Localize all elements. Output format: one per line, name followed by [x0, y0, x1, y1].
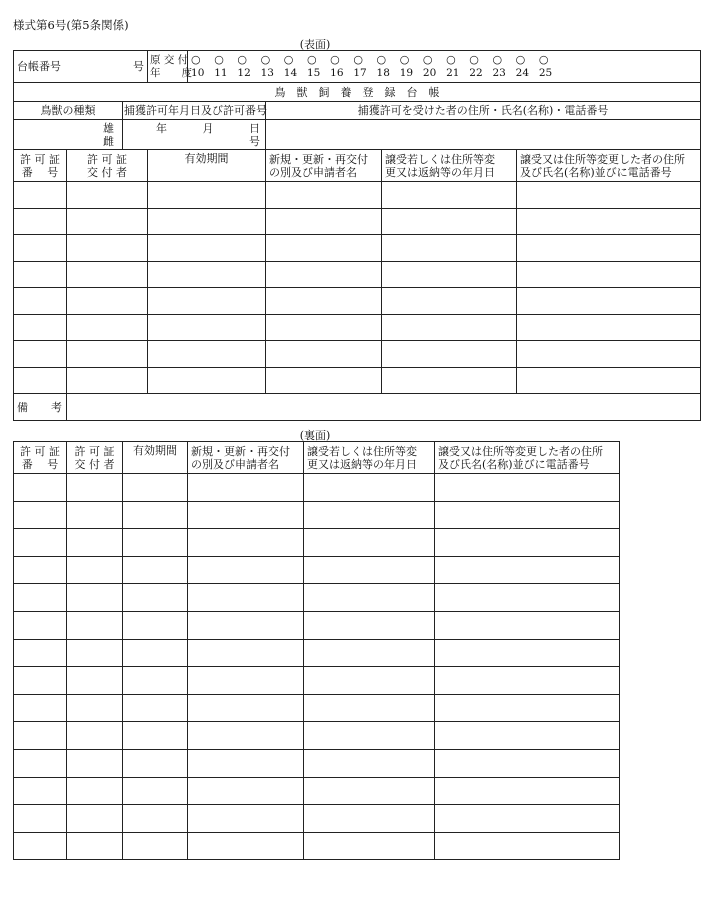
month-unit: 月: [202, 121, 214, 135]
year-circle-mark[interactable]: ○: [191, 53, 201, 66]
table-row: [14, 529, 620, 557]
entry-cell[interactable]: [188, 529, 304, 557]
entry-cell[interactable]: [123, 584, 188, 612]
entry-cell[interactable]: [14, 208, 67, 235]
issue-year-label-cell: [148, 51, 193, 83]
entry-cell[interactable]: [382, 288, 517, 315]
table-row: [14, 832, 620, 860]
permit-holder-label: 捕獲許可を受けた者の住所・氏名(名称)・電話番号: [266, 102, 701, 120]
entry-cell[interactable]: [435, 832, 620, 860]
entry-cell[interactable]: [14, 639, 67, 667]
table-row: [14, 584, 620, 612]
entry-cell[interactable]: [14, 805, 67, 833]
entry-cell[interactable]: [304, 694, 435, 722]
entry-cell[interactable]: [304, 722, 435, 750]
entry-cell[interactable]: [67, 367, 148, 394]
entry-cell[interactable]: [188, 501, 304, 529]
entry-cell[interactable]: [435, 777, 620, 805]
table-row: [14, 749, 620, 777]
entry-cell[interactable]: [304, 832, 435, 860]
col-permit-number: 許 可 証 番 号: [14, 442, 67, 474]
table-row: [14, 341, 701, 368]
register-number-cell: [14, 51, 148, 83]
entry-cell[interactable]: [266, 261, 382, 288]
entry-cell[interactable]: [67, 341, 148, 368]
entry-cell[interactable]: [188, 805, 304, 833]
entry-cell[interactable]: [517, 182, 701, 209]
entry-cell[interactable]: [435, 556, 620, 584]
entry-cell[interactable]: [67, 805, 123, 833]
male-label: 雄: [103, 121, 114, 135]
entry-cell[interactable]: [67, 611, 123, 639]
entry-cell[interactable]: [67, 314, 148, 341]
entry-cell[interactable]: [382, 314, 517, 341]
entry-cell[interactable]: [14, 777, 67, 805]
year-number: 22: [469, 67, 483, 79]
col-validity: 有効期間: [123, 442, 188, 474]
entry-cell[interactable]: [517, 341, 701, 368]
table-row: [14, 261, 701, 288]
original-issue-label: 原 交 付: [150, 53, 189, 66]
table-row: [14, 314, 701, 341]
table-row: [14, 556, 620, 584]
entry-cell[interactable]: [14, 611, 67, 639]
entry-cell[interactable]: [304, 777, 435, 805]
year-number: 10: [191, 67, 205, 79]
holder-info-cell: [266, 120, 701, 150]
front-side-label: (表面): [299, 38, 331, 51]
year-number: 17: [353, 67, 367, 79]
entry-cell[interactable]: [14, 367, 67, 394]
entry-cell[interactable]: [382, 235, 517, 262]
entry-cell[interactable]: [67, 235, 148, 262]
entry-cell[interactable]: [188, 667, 304, 695]
entry-cell[interactable]: [188, 584, 304, 612]
entry-cell[interactable]: [14, 261, 67, 288]
entry-cell[interactable]: [148, 182, 266, 209]
entry-cell[interactable]: [517, 314, 701, 341]
entry-cell[interactable]: [123, 749, 188, 777]
entry-cell[interactable]: [14, 722, 67, 750]
entry-cell[interactable]: [67, 182, 148, 209]
table-row: [14, 182, 701, 209]
back-ledger-table: [13, 441, 620, 860]
year-number: 15: [306, 67, 321, 79]
table-row: [14, 777, 620, 805]
entry-cell[interactable]: [304, 556, 435, 584]
table-row: [14, 235, 701, 262]
entry-cell[interactable]: [148, 367, 266, 394]
year-number: 16: [330, 67, 344, 79]
capture-permit-label: 捕獲許可年月日及び許可番号: [123, 102, 266, 120]
table-row: [14, 474, 620, 502]
capture-date-cell: [123, 120, 266, 150]
entry-cell[interactable]: [188, 611, 304, 639]
entry-cell[interactable]: [266, 367, 382, 394]
entry-cell[interactable]: [14, 501, 67, 529]
entry-cell[interactable]: [304, 584, 435, 612]
entry-cell[interactable]: [266, 182, 382, 209]
entry-cell[interactable]: [123, 556, 188, 584]
entry-cell[interactable]: [517, 288, 701, 315]
entry-cell[interactable]: [123, 501, 188, 529]
entry-cell[interactable]: [67, 556, 123, 584]
entry-cell[interactable]: [382, 367, 517, 394]
entry-cell[interactable]: [266, 314, 382, 341]
entry-cell[interactable]: [67, 584, 123, 612]
table-row: [14, 288, 701, 315]
entry-cell[interactable]: [304, 667, 435, 695]
year-circle-mark[interactable]: ○: [283, 53, 294, 66]
entry-cell[interactable]: [188, 777, 304, 805]
entry-cell[interactable]: [435, 749, 620, 777]
entry-cell[interactable]: [148, 314, 266, 341]
entry-cell[interactable]: [435, 529, 620, 557]
entry-cell[interactable]: [266, 208, 382, 235]
entry-cell[interactable]: [14, 584, 67, 612]
entry-cell[interactable]: [304, 501, 435, 529]
entry-cell[interactable]: [435, 611, 620, 639]
entry-cell[interactable]: [266, 288, 382, 315]
entry-cell[interactable]: [188, 694, 304, 722]
col-transfer-date: 譲受若しくは住所等変 更又は返納等の年月日: [382, 150, 517, 182]
year-number: 25: [538, 67, 553, 79]
entry-cell[interactable]: [14, 474, 67, 502]
entry-cell[interactable]: [14, 556, 67, 584]
entry-cell[interactable]: [382, 182, 517, 209]
entry-cell[interactable]: [188, 749, 304, 777]
entry-cell[interactable]: [67, 667, 123, 695]
year-circle-marks: [191, 53, 697, 66]
entry-cell[interactable]: [148, 341, 266, 368]
entry-cell[interactable]: [123, 722, 188, 750]
year-label: 年 度: [150, 66, 193, 79]
table-row: [14, 367, 701, 394]
year-circle-mark[interactable]: ○: [214, 53, 224, 66]
year-circle-mark[interactable]: ○: [306, 53, 317, 66]
entry-cell[interactable]: [435, 474, 620, 502]
entry-cell[interactable]: [148, 288, 266, 315]
entry-cell[interactable]: [382, 341, 517, 368]
entry-cell[interactable]: [14, 235, 67, 262]
entry-cell[interactable]: [435, 501, 620, 529]
entry-cell[interactable]: [123, 639, 188, 667]
year-circle-mark[interactable]: ○: [330, 53, 340, 66]
entry-cell[interactable]: [517, 367, 701, 394]
year-number: 21: [446, 67, 460, 79]
entry-cell[interactable]: [266, 341, 382, 368]
table-row: [14, 805, 620, 833]
front-column-header-row: [14, 150, 701, 182]
entry-cell[interactable]: [67, 777, 123, 805]
entry-cell[interactable]: [435, 805, 620, 833]
remarks-label: 備 考: [14, 394, 67, 421]
entry-cell[interactable]: [188, 474, 304, 502]
entry-cell[interactable]: [123, 474, 188, 502]
entry-cell[interactable]: [435, 722, 620, 750]
table-row: [14, 208, 701, 235]
year-circle-mark[interactable]: ○: [538, 53, 549, 66]
species-label: 鳥獣の種類: [14, 102, 123, 120]
entry-cell[interactable]: [188, 639, 304, 667]
entry-cell[interactable]: [517, 235, 701, 262]
entry-cell[interactable]: [14, 667, 67, 695]
year-circle-mark[interactable]: ○: [399, 53, 410, 66]
female-label: 雌: [103, 134, 114, 148]
entry-cell[interactable]: [517, 261, 701, 288]
back-side-label: (裏面): [299, 429, 331, 442]
entry-cell[interactable]: [123, 777, 188, 805]
year-circle-mark[interactable]: ○: [237, 53, 248, 66]
col-permit-issuer: 許 可 証 交 付 者: [67, 150, 148, 182]
entry-cell[interactable]: [14, 182, 67, 209]
col-new-holder: 譲受又は住所等変更した者の住所 及び氏名(名称)並びに電話番号: [435, 442, 620, 474]
year-number: 11: [214, 67, 228, 79]
entry-cell[interactable]: [148, 261, 266, 288]
entry-cell[interactable]: [435, 667, 620, 695]
entry-cell[interactable]: [148, 235, 266, 262]
entry-cell[interactable]: [517, 208, 701, 235]
entry-cell[interactable]: [14, 341, 67, 368]
entry-cell[interactable]: [304, 611, 435, 639]
entry-cell[interactable]: [188, 722, 304, 750]
front-ledger-table: [13, 50, 701, 421]
day-unit: 日: [249, 121, 261, 135]
year-circle-mark[interactable]: ○: [260, 53, 271, 66]
entry-cell[interactable]: [67, 832, 123, 860]
entry-cell[interactable]: [304, 805, 435, 833]
entry-cell[interactable]: [382, 261, 517, 288]
entry-cell[interactable]: [123, 805, 188, 833]
table-row: [14, 722, 620, 750]
entry-cell[interactable]: [304, 749, 435, 777]
entry-cell[interactable]: [14, 694, 67, 722]
entry-cell[interactable]: [382, 208, 517, 235]
year-numbers: [191, 66, 697, 80]
year-number: 19: [399, 67, 414, 79]
year-circle-mark[interactable]: ○: [469, 53, 479, 66]
year-circle-mark[interactable]: ○: [492, 53, 503, 66]
year-number: 20: [422, 67, 437, 79]
col-transfer-date: 譲受若しくは住所等変 更又は返納等の年月日: [304, 442, 435, 474]
entry-cell[interactable]: [435, 639, 620, 667]
back-column-header-row: [14, 442, 620, 474]
entry-cell[interactable]: [123, 694, 188, 722]
entry-cell[interactable]: [435, 584, 620, 612]
entry-cell[interactable]: [67, 639, 123, 667]
col-application-type: 新規・更新・再交付 の別及び申請者名: [188, 442, 304, 474]
entry-cell[interactable]: [14, 288, 67, 315]
entry-cell[interactable]: [67, 529, 123, 557]
year-number: 18: [376, 67, 390, 79]
col-permit-issuer: 許 可 証 交 付 者: [67, 442, 123, 474]
entry-cell[interactable]: [304, 474, 435, 502]
entry-cell[interactable]: [188, 832, 304, 860]
table-row: [14, 501, 620, 529]
entry-cell[interactable]: [67, 288, 148, 315]
year-circle-mark[interactable]: ○: [515, 53, 526, 66]
number-suffix: 号: [133, 60, 145, 73]
entry-cell[interactable]: [67, 501, 123, 529]
year-number: 14: [283, 67, 298, 79]
ledger-title: 鳥 獣 飼 養 登 録 台 帳: [14, 83, 701, 102]
entry-cell[interactable]: [188, 556, 304, 584]
year-circle-mark[interactable]: ○: [446, 53, 456, 66]
table-row: [14, 694, 620, 722]
sex-cell: [14, 120, 123, 150]
year-number: 24: [515, 67, 530, 79]
entry-cell[interactable]: [304, 529, 435, 557]
year-checkbox-cell: [188, 51, 701, 83]
entry-cell[interactable]: [14, 314, 67, 341]
entry-cell[interactable]: [67, 749, 123, 777]
entry-cell[interactable]: [123, 529, 188, 557]
entry-cell[interactable]: [14, 749, 67, 777]
table-row: [14, 611, 620, 639]
col-validity: 有効期間: [148, 150, 266, 182]
number-unit: 号: [249, 134, 261, 148]
entry-cell[interactable]: [67, 474, 123, 502]
entry-cell[interactable]: [148, 208, 266, 235]
entry-cell[interactable]: [67, 722, 123, 750]
remarks-field[interactable]: [67, 394, 701, 421]
entry-cell[interactable]: [123, 667, 188, 695]
table-row: [14, 667, 620, 695]
col-new-holder: 譲受又は住所等変更した者の住所 及び氏名(名称)並びに電話番号: [517, 150, 701, 182]
entry-cell[interactable]: [266, 235, 382, 262]
year-number: 23: [492, 67, 506, 79]
entry-cell[interactable]: [14, 832, 67, 860]
year-unit: 年: [156, 121, 167, 135]
entry-cell[interactable]: [67, 208, 148, 235]
table-row: [14, 639, 620, 667]
register-number-label: 台帳番号: [17, 60, 61, 73]
entry-cell[interactable]: [14, 529, 67, 557]
year-number: 12: [237, 67, 251, 79]
entry-cell[interactable]: [67, 261, 148, 288]
year-circle-mark[interactable]: ○: [422, 53, 433, 66]
col-application-type: 新規・更新・再交付 の別及び申請者名: [266, 150, 382, 182]
entry-cell[interactable]: [67, 694, 123, 722]
entry-cell[interactable]: [123, 832, 188, 860]
form-title: 様式第6号(第5条関係): [13, 18, 129, 32]
year-circle-mark[interactable]: ○: [376, 53, 387, 66]
entry-cell[interactable]: [123, 611, 188, 639]
entry-cell[interactable]: [435, 694, 620, 722]
col-permit-number: 許 可 証 番 号: [14, 150, 67, 182]
year-number: 13: [260, 67, 274, 79]
entry-cell[interactable]: [304, 639, 435, 667]
year-circle-mark[interactable]: ○: [353, 53, 363, 66]
